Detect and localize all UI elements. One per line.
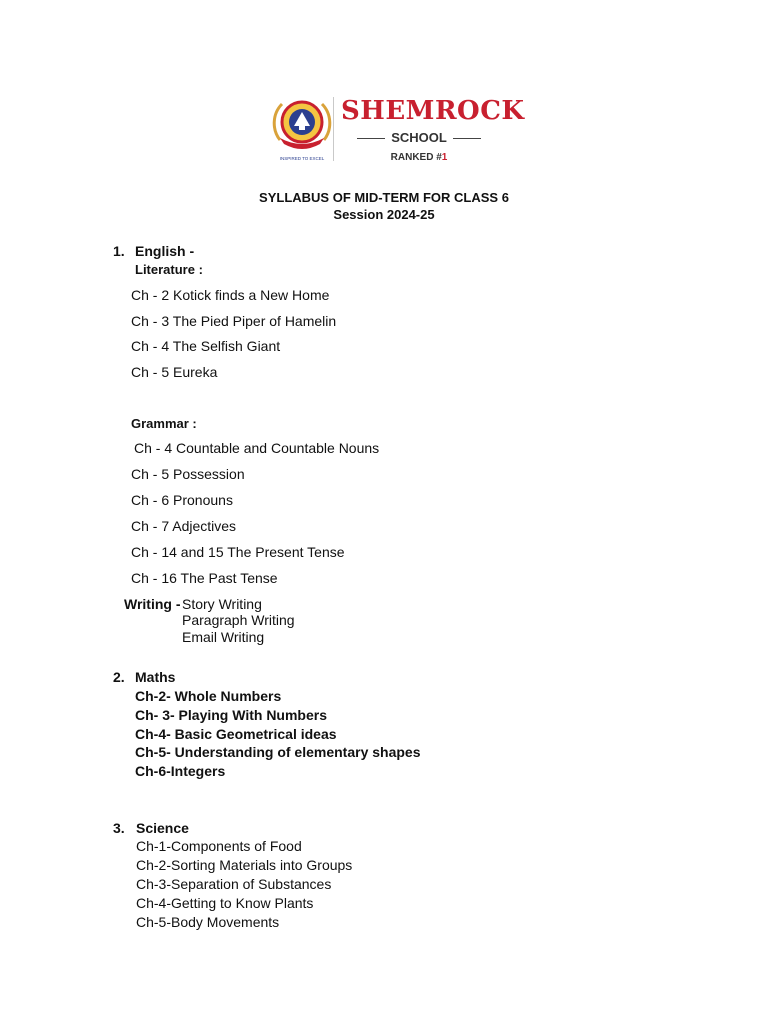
logo-divider bbox=[333, 97, 334, 161]
brand-subtitle bbox=[347, 130, 491, 145]
writing-item: Email Writing bbox=[182, 629, 265, 645]
science-chapter: Ch-1-Components of Food bbox=[136, 838, 302, 854]
grammar-item: Ch - 5 Possession bbox=[131, 466, 245, 482]
maths-chapter: Ch- 3- Playing With Numbers bbox=[135, 707, 328, 723]
section-heading-english: English - bbox=[135, 243, 195, 259]
rank-label: RANKED # bbox=[390, 152, 442, 163]
grammar-item: Ch - 16 The Past Tense bbox=[131, 570, 278, 586]
science-chapter: Ch-2-Sorting Materials into Groups bbox=[136, 857, 353, 873]
grammar-item: Ch - 6 Pronouns bbox=[131, 492, 233, 508]
grammar-item: Ch - 7 Adjectives bbox=[131, 518, 237, 534]
literature-item: Ch - 4 The Selfish Giant bbox=[131, 338, 281, 354]
maths-chapter: Ch-4- Basic Geometrical ideas bbox=[135, 726, 337, 742]
school-emblem-icon bbox=[270, 92, 334, 166]
session-label: Session 2024-25 bbox=[333, 207, 435, 222]
writing-item: Paragraph Writing bbox=[182, 612, 295, 628]
grammar-heading: Grammar : bbox=[131, 416, 197, 431]
grammar-item: Ch - 4 Countable and Countable Nouns bbox=[134, 440, 380, 456]
brand-rank bbox=[347, 152, 491, 163]
section-heading-science: Science bbox=[136, 820, 189, 836]
maths-chapter: Ch-2- Whole Numbers bbox=[135, 688, 282, 704]
literature-heading: Literature : bbox=[135, 262, 203, 277]
section-heading-maths: Maths bbox=[135, 669, 176, 685]
brand-name: SHEMROCK bbox=[341, 96, 525, 126]
brand-sub-text: SCHOOL bbox=[391, 130, 447, 145]
science-chapter: Ch-3-Separation of Substances bbox=[136, 876, 332, 892]
page-title: SYLLABUS OF MID-TERM FOR CLASS 6 bbox=[259, 190, 509, 205]
writing-item: Story Writing bbox=[182, 596, 262, 612]
literature-item: Ch - 2 Kotick finds a New Home bbox=[131, 287, 330, 303]
rank-number: 1 bbox=[441, 152, 448, 163]
section-number-science: 3. bbox=[113, 820, 125, 836]
section-number-maths: 2. bbox=[113, 669, 125, 685]
emblem-caption: INSPIRED TO EXCEL bbox=[279, 156, 325, 161]
writing-heading: Writing - bbox=[124, 596, 181, 612]
maths-chapter: Ch-5- Understanding of elementary shapes bbox=[135, 744, 421, 760]
section-number-english: 1. bbox=[113, 243, 125, 259]
literature-item: Ch - 3 The Pied Piper of Hamelin bbox=[131, 313, 337, 329]
science-chapter: Ch-4-Getting to Know Plants bbox=[136, 895, 314, 911]
maths-chapter: Ch-6-Integers bbox=[135, 763, 226, 779]
science-chapter: Ch-5-Body Movements bbox=[136, 914, 280, 930]
literature-item: Ch - 5 Eureka bbox=[131, 364, 218, 380]
grammar-item: Ch - 14 and 15 The Present Tense bbox=[131, 544, 345, 560]
